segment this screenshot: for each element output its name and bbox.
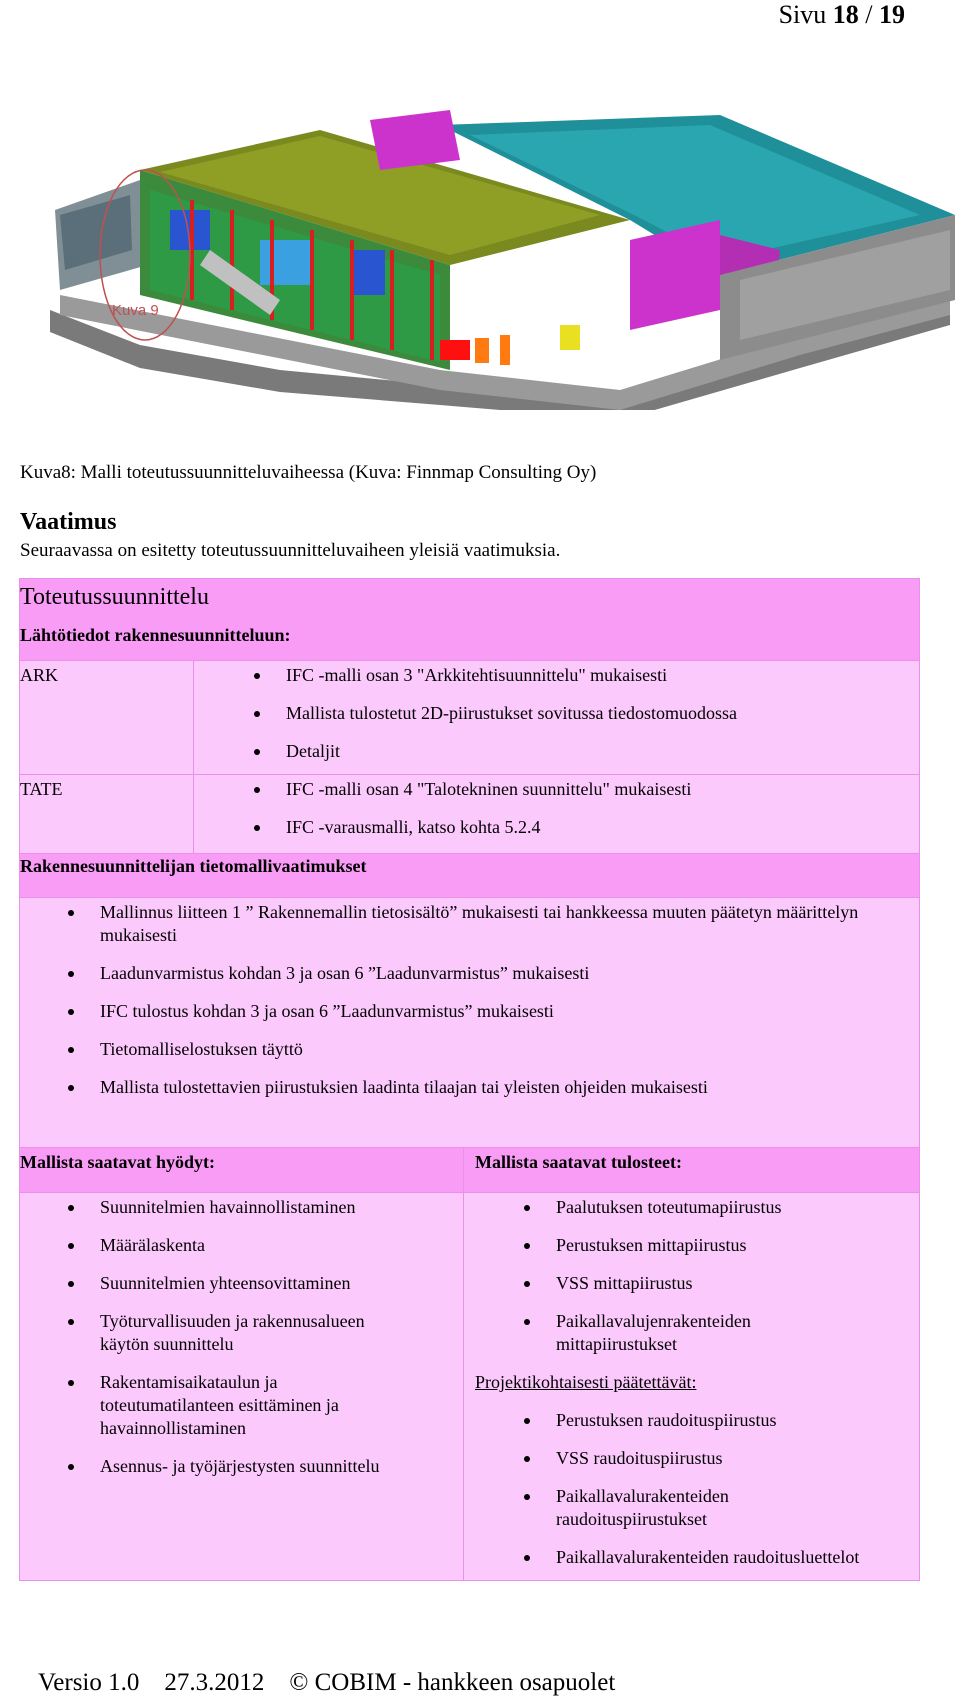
list-item: Suunnitelmien yhteensovittaminen [100, 1272, 430, 1295]
list-item: Mallista tulostetut 2D-piirustukset sovitussa tiedostomuodossa [286, 703, 737, 723]
bim-model-image [20, 100, 955, 410]
project-subheading: Projektikohtaisesti päätettävät: [475, 1372, 697, 1392]
tate-content-cell [193, 774, 920, 854]
page-label: Sivu [778, 0, 827, 29]
requirements-list [100, 901, 880, 1099]
list-item: Mallinnus liitteen 1 ” Rakennemallin tietosisältö” mukaisesti tai hankkeessa muuten päätetyn määrittelyn mukaisesti [100, 901, 880, 947]
list-item: Työturvallisuuden ja rakennusalueen käytön suunnittelu [100, 1310, 410, 1356]
project-list [556, 1409, 901, 1569]
page-footer [38, 1669, 615, 1697]
benefits-list [100, 1196, 430, 1478]
list-item: IFC -malli osan 3 "Arkkitehtisuunnittelu" mukaisesti [286, 664, 737, 687]
table-header [19, 578, 920, 661]
footer-version: Versio 1.0 [38, 1669, 140, 1696]
list-item: IFC -varausmalli, katso kohta 5.2.4 [286, 816, 691, 839]
table-subtitle: Lähtötiedot rakennesuunnitteluun: [20, 625, 291, 645]
list-item: VSS raudoituspiirustus [556, 1447, 901, 1470]
list-item: Paikallavalurakenteiden raudoituspiirustukset [556, 1485, 796, 1531]
list-item: Detaljit [286, 740, 737, 763]
figure-caption: Kuva8: Malli toteutussuunnitteluvaiheessa (Kuva: Finnmap Consulting Oy) [20, 462, 597, 483]
list-item: Perustuksen mittapiirustus [556, 1234, 896, 1257]
list-item: Paikallavalurakenteiden raudoitusluettelot [556, 1546, 901, 1569]
page-number [779, 0, 905, 30]
footer-date: 27.3.2012 [164, 1669, 265, 1696]
list-item: Tietomalliselostuksen täyttö [100, 1038, 880, 1061]
list-item: Paalutuksen toteutumapiirustus [556, 1196, 896, 1219]
requirements-title: Rakennesuunnittelijan tietomallivaatimukset [20, 856, 367, 876]
list-item: IFC tulostus kohdan 3 ja osan 6 ”Laadunvarmistus” mukaisesti [100, 1000, 880, 1023]
list-item: Suunnitelmien havainnollistaminen [100, 1196, 430, 1219]
page-separator: / [865, 0, 873, 29]
section-intro: Seuraavassa on esitetty toteutussuunnitteluvaiheen yleisiä vaatimuksia. [20, 540, 561, 561]
ark-label: ARK [20, 665, 59, 685]
list-item: IFC -malli osan 4 "Talotekninen suunnittelu" mukaisesti [286, 779, 692, 799]
tate-list [286, 778, 691, 839]
list-item: VSS mittapiirustus [556, 1272, 896, 1295]
benefits-header [19, 1147, 464, 1193]
outputs-cell [463, 1192, 920, 1581]
figure-label: Kuva 9 [112, 302, 159, 319]
tate-label-cell [19, 774, 194, 854]
page-current: 18 [832, 0, 859, 29]
outputs-header [463, 1147, 920, 1193]
list-item: Laadunvarmistus kohdan 3 ja osan 6 ”Laadunvarmistus” mukaisesti [100, 962, 880, 985]
requirements-cell [19, 897, 920, 1148]
list-item: Paikallavalujenrakenteiden mittapiirustukset [556, 1310, 796, 1356]
tate-label: TATE [20, 779, 63, 799]
ark-list [286, 664, 737, 763]
ark-label-cell [19, 660, 194, 775]
list-item: Määrälaskenta [100, 1234, 430, 1257]
ark-content-cell [193, 660, 920, 775]
benefits-title: Mallista saatavat hyödyt: [20, 1152, 215, 1172]
benefits-cell [19, 1192, 464, 1581]
footer-copyright: © COBIM - hankkeen osapuolet [289, 1669, 616, 1696]
requirements-header [19, 853, 920, 898]
outputs-title: Mallista saatavat tulosteet: [475, 1152, 682, 1172]
page-total: 19 [879, 0, 905, 29]
list-item: Perustuksen raudoituspiirustus [556, 1409, 901, 1432]
list-item: Rakentamisaikataulun ja toteutumatilanteen esittäminen ja havainnollistaminen [100, 1371, 380, 1440]
list-item: Asennus- ja työjärjestysten suunnittelu [100, 1455, 430, 1478]
table-title: Toteutussuunnittelu [20, 584, 209, 610]
outputs-list [556, 1196, 896, 1356]
list-item: Mallista tulostettavien piirustuksien laadinta tilaajan tai yleisten ohjeiden mukaisesti [100, 1076, 880, 1099]
section-heading: Vaatimus [20, 509, 117, 535]
